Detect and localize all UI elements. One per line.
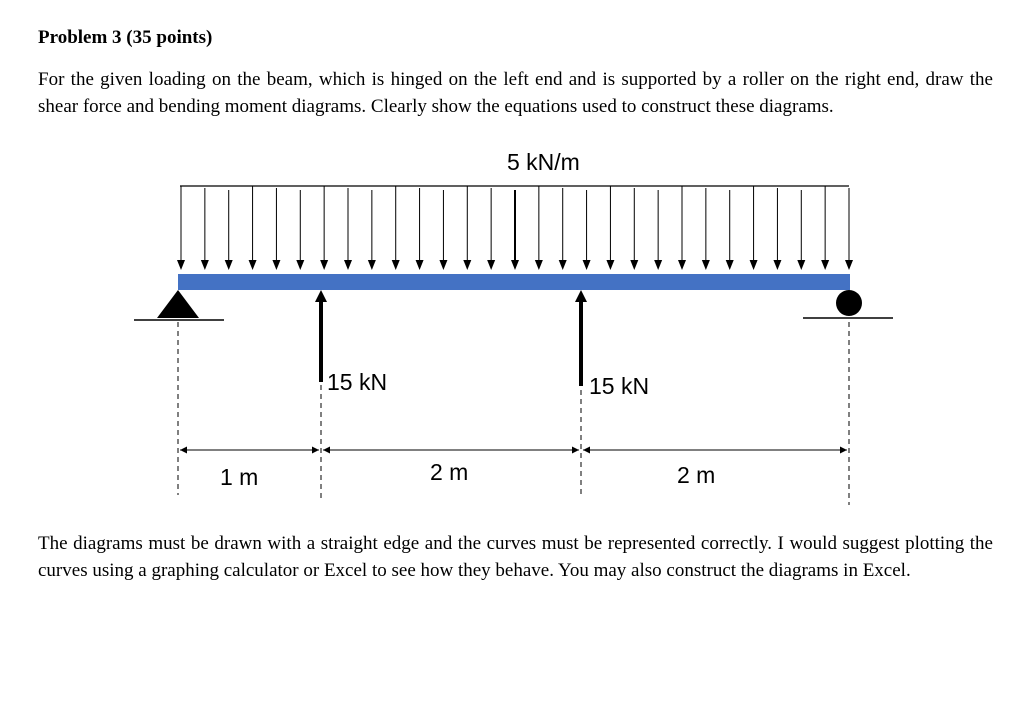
load-arrow-head (225, 260, 233, 270)
load-arrow-head (272, 260, 280, 270)
problem-statement: For the given loading on the beam, which is hinged on the left end and is supported by a roller on the right end, draw the shear force and bending moment diagrams. Clearly show the equations used to construct these diagrams. (38, 69, 993, 117)
point-load-arrow (575, 290, 587, 386)
load-arrow-head (368, 260, 376, 270)
load-arrow-head (606, 260, 614, 270)
load-arrow-head (678, 260, 686, 270)
point-load-arrow (315, 290, 327, 382)
load-arrow-head (535, 260, 543, 270)
dimension-label: 1 m (220, 464, 259, 490)
dimension-label: 2 m (430, 459, 469, 485)
load-arrow-head (201, 260, 209, 270)
point-load-label: 15 kN (589, 373, 650, 399)
distributed-load-label: 5 kN/m (507, 149, 580, 175)
load-arrow-head (797, 260, 805, 270)
load-arrow-head (702, 260, 710, 270)
load-arrow-head (773, 260, 781, 270)
load-arrow-head (416, 260, 424, 270)
load-arrow-head (249, 260, 257, 270)
load-arrow-head (845, 260, 853, 270)
dimension-extension-lines (178, 322, 849, 505)
load-arrow-head (559, 260, 567, 270)
load-arrow-head (392, 260, 400, 270)
instructions-note: The diagrams must be drawn with a straight edge and the curves must be represented correctly. I would suggest plotting the curves using a graphing calculator or Excel to see how they behave. You may also construct the diagrams in Excel. (38, 533, 993, 581)
roller-support (803, 290, 893, 318)
load-arrow-head (511, 260, 519, 270)
load-arrow-head (296, 260, 304, 270)
load-arrow-head (654, 260, 662, 270)
load-arrow-head (439, 260, 447, 270)
load-arrow-head (630, 260, 638, 270)
load-arrows (177, 186, 853, 270)
distributed-load (177, 186, 853, 270)
load-arrow-head (463, 260, 471, 270)
beam (178, 274, 850, 290)
load-arrow-head (750, 260, 758, 270)
problem-title: Problem 3 (35 points) (38, 27, 213, 48)
dimension-label: 2 m (677, 462, 716, 488)
load-arrow-head (583, 260, 591, 270)
load-arrow-head (487, 260, 495, 270)
point-load-label: 15 kN (327, 369, 388, 395)
load-arrow-head (726, 260, 734, 270)
load-arrow-head (821, 260, 829, 270)
load-arrow-head (177, 260, 185, 270)
load-arrow-head (344, 260, 352, 270)
hinge-support (134, 290, 224, 320)
load-arrow-head (320, 260, 328, 270)
